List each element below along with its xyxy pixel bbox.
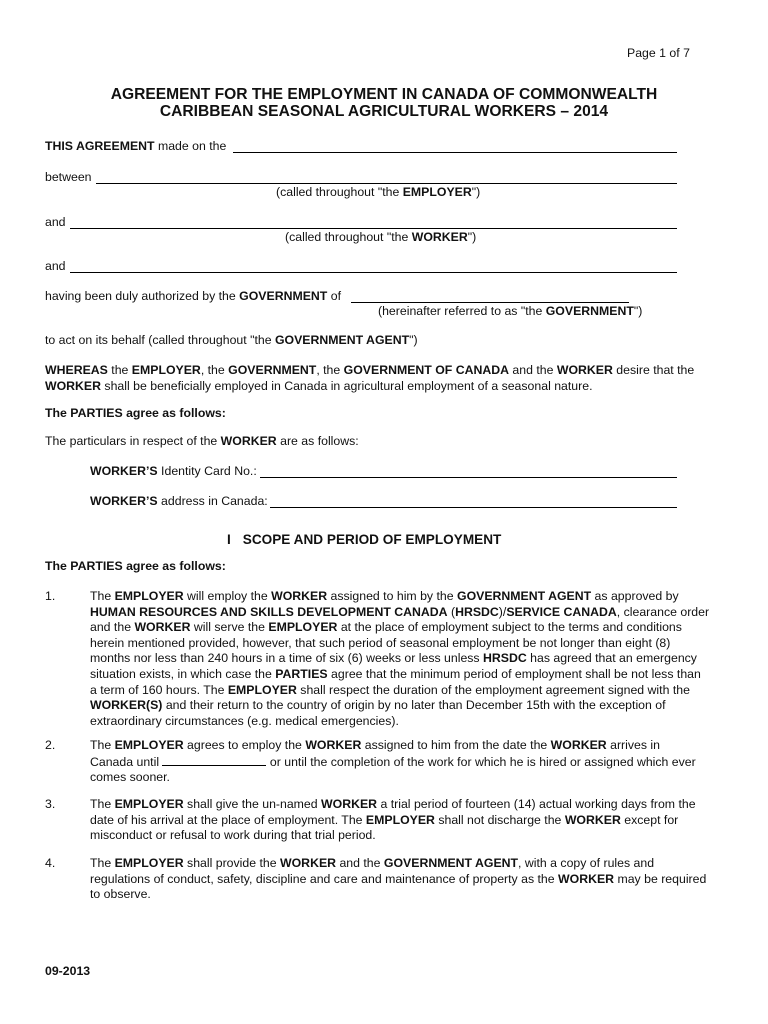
agreement-date-field[interactable]	[233, 152, 677, 153]
employer-name-field[interactable]	[96, 183, 677, 184]
government-agent-note: to act on its behalf (called throughout "the GOVERNMENT AGENT")	[45, 333, 418, 347]
government-country-field[interactable]	[351, 302, 629, 303]
worker-address-label: WORKER’S address in Canada:	[90, 494, 268, 508]
clause-3-number: 3.	[45, 797, 56, 811]
page-number: Page 1 of 7	[627, 46, 690, 60]
authorized-label: having been duly authorized by the GOVERNMENT of	[45, 289, 341, 303]
footer-code: 09-2013	[45, 964, 91, 978]
section-heading	[227, 532, 501, 547]
clause-2-number: 2.	[45, 738, 56, 752]
worker-name-field[interactable]	[70, 228, 677, 229]
clause-4-number: 4.	[45, 856, 56, 870]
parties-agree-heading-2: The PARTIES agree as follows:	[45, 559, 226, 573]
and-label-2: and	[45, 259, 66, 273]
worker-id-field[interactable]	[260, 477, 677, 478]
worker-address-field[interactable]	[270, 507, 677, 508]
employer-note: (called throughout "the EMPLOYER")	[276, 185, 481, 199]
employment-end-date-field[interactable]	[162, 754, 266, 766]
document-title-line2: CARIBBEAN SEASONAL AGRICULTURAL WORKERS – 2014	[159, 103, 609, 120]
agreement-date-label: THIS AGREEMENT made on the	[45, 139, 227, 153]
particulars-text: The particulars in respect of the WORKER are as follows:	[45, 434, 359, 448]
clause-2-text: The EMPLOYER agrees to employ the WORKER assigned to him from the date the WORKER arrives in Canada until or until the completion of the work for which he is hired or assigned which ever comes sooner.	[90, 738, 696, 785]
section-title: SCOPE AND PERIOD OF EMPLOYMENT	[242, 532, 502, 547]
clause-3-text: The EMPLOYER shall give the un-named WORKER a trial period of fourteen (14) actual working days from the date of his arrival at the place of employment. The EMPLOYER shall not discharge the WORKER except for misconduct or refusal to work during that trial period.	[90, 797, 696, 843]
clause-1-text: The EMPLOYER will employ the WORKER assigned to him by the GOVERNMENT AGENT as approved by HUMAN RESOURCES AND SKILLS DEVELOPMENT CANADA (HRSDC)/SERVICE CANADA, clearance order and the WORKER will serve the EMPLOYER at the place of employment subject to the terms and conditions herein mentioned provided, however, that such period of seasonal employment be not longer than eight (8) months nor less than 240 hours in a time of six (6) weeks or less unless HRSDC has agreed that an emergency situation exists, in which case the PARTIES agree that the minimum period of employment shall be not less than a term of 160 hours. The EMPLOYER shall respect the duration of the employment agreement signed with the WORKER(S) and their return to the country of origin by no later than December 15th with the exception of extraordinary circumstances (e.g. medical emergencies).	[90, 589, 710, 728]
worker-id-label: WORKER’S Identity Card No.:	[90, 464, 257, 478]
government-note: (hereinafter referred to as "the GOVERNMENT")	[378, 304, 643, 318]
parties-agree-heading: The PARTIES agree as follows:	[45, 406, 226, 420]
document-title: AGREEMENT FOR THE EMPLOYMENT IN CANADA OF COMMONWEALTH	[110, 86, 658, 103]
clause-1-number: 1.	[45, 589, 56, 603]
and-label-1: and	[45, 215, 66, 229]
government-agent-field[interactable]	[70, 272, 677, 273]
clause-4-text: The EMPLOYER shall provide the WORKER and the GOVERNMENT AGENT, with a copy of rules and regulations of conduct, safety, discipline and care and maintenance of property as the WORKER may be required to observe.	[90, 856, 707, 902]
worker-note: (called throughout "the WORKER")	[285, 230, 477, 244]
whereas-paragraph: WHEREAS the EMPLOYER, the GOVERNMENT, the GOVERNMENT OF CANADA and the WORKER desire that the WORKER shall be beneficially employed in Canada in agricultural employment of a seasonal nature.	[45, 363, 695, 393]
between-label: between	[45, 170, 92, 184]
section-numeral: I	[227, 532, 231, 547]
